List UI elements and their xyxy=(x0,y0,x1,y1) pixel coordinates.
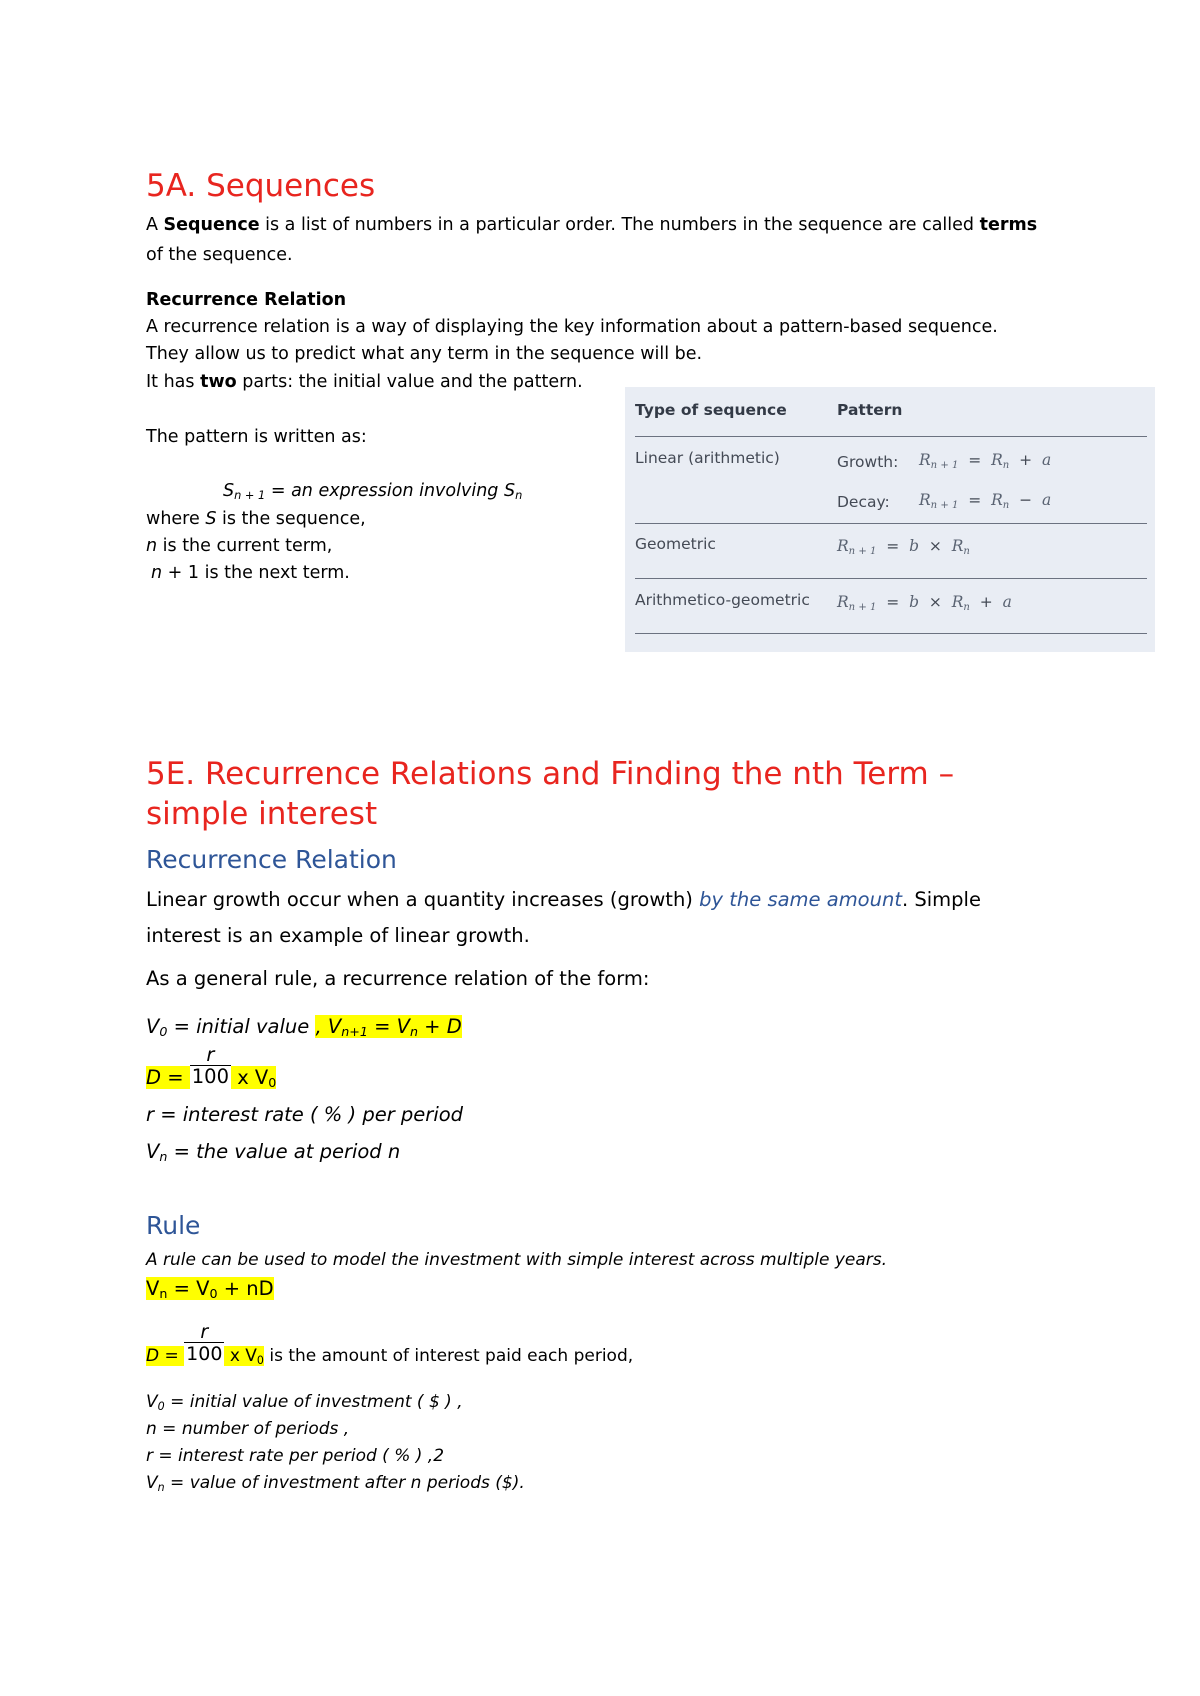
section-5e-heading-line-1: 5E. Recurrence Relations and Finding the nth Term – xyxy=(146,756,955,792)
decay-formula: $R_{n + 1} = R_n - a$ xyxy=(919,491,1052,511)
rr-line-1: A recurrence relation is a way of displaying the key information about a pattern-based sequence. xyxy=(146,317,998,337)
vn-definition: $V_n$ = value of investment after n periods ($). xyxy=(146,1473,525,1494)
value-at-period-definition: $V_n$ = the value at period n xyxy=(146,1140,401,1164)
general-rule-line: As a general rule, a recurrence relation of the form: xyxy=(146,967,650,990)
where-line-2: n is the current term, xyxy=(146,536,333,556)
growth-label: Growth: xyxy=(837,453,899,471)
recurrence-formula: $V_0$ = initial value , $V_{n+1} = V_n + D$ xyxy=(146,1015,462,1039)
rule-heading: Rule xyxy=(146,1211,201,1240)
linear-growth-line-2: interest is an example of linear growth. xyxy=(146,924,530,947)
intro-line-1: A Sequence is a list of numbers in a particular order. The numbers in the sequence are called terms xyxy=(146,215,1038,235)
geometric-formula: $R_{n + 1} = b \times R_n$ xyxy=(837,537,970,557)
rule-d-formula: D = $\frac{r}{100}$ x $V_0$ is the amount of interest paid each period, xyxy=(146,1321,634,1367)
row-type-linear: Linear (arithmetic) xyxy=(635,449,780,467)
interest-rate-definition: r = interest rate ( % ) per period xyxy=(146,1103,464,1126)
section-5a-heading: 5A. Sequences xyxy=(146,168,376,204)
r-definition: r = interest rate per period ( % ) ,2 xyxy=(146,1446,445,1466)
table-divider xyxy=(635,578,1147,579)
pattern-intro: The pattern is written as: xyxy=(146,427,367,447)
rule-formula: $V_n = V_0$ + nD xyxy=(146,1277,274,1301)
row-type-geometric: Geometric xyxy=(635,535,716,553)
pattern-formula: $S_{n + 1}$ = an expression involving $S_n$ xyxy=(223,481,523,502)
rule-description: A rule can be used to model the investment with simple interest across multiple years. xyxy=(146,1250,888,1270)
rr-line-3: It has two parts: the initial value and the pattern. xyxy=(146,372,583,392)
col-type-header: Type of sequence xyxy=(635,401,787,419)
recurrence-relation-subheading: Recurrence Relation xyxy=(146,845,397,874)
table-divider xyxy=(635,633,1147,634)
d-formula: D = $\frac{r}{100}$ x $V_0$ xyxy=(146,1043,277,1090)
where-line-1: where S is the sequence, xyxy=(146,509,366,529)
row-type-arithmetico-geometric: Arithmetico-geometric xyxy=(635,591,810,609)
recurrence-relation-heading: Recurrence Relation xyxy=(146,290,347,310)
n-definition: n = number of periods , xyxy=(146,1419,350,1439)
arithmetico-geometric-formula: $R_{n + 1} = b \times R_n + a$ xyxy=(837,593,1012,613)
section-5e-heading-line-2: simple interest xyxy=(146,796,378,832)
col-pattern-header: Pattern xyxy=(837,401,903,419)
rr-line-2: They allow us to predict what any term in the sequence will be. xyxy=(146,344,703,364)
growth-formula: $R_{n + 1} = R_n + a$ xyxy=(919,451,1052,471)
sequence-types-table xyxy=(625,387,1155,652)
intro-line-2: of the sequence. xyxy=(146,245,293,265)
where-line-3: n + 1 is the next term. xyxy=(151,563,350,583)
decay-label: Decay: xyxy=(837,493,890,511)
v0-definition: $V_0$ = initial value of investment ( $ ) , xyxy=(146,1392,463,1413)
linear-growth-line-1: Linear growth occur when a quantity increases (growth) by the same amount. Simple xyxy=(146,888,981,911)
table-divider xyxy=(635,436,1147,437)
table-divider xyxy=(635,523,1147,524)
